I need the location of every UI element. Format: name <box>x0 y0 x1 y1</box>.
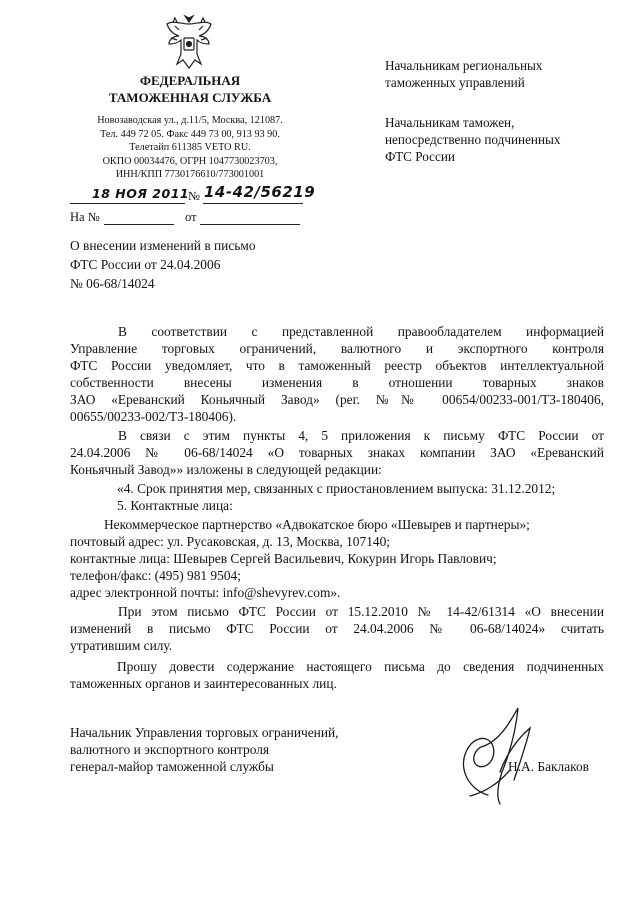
number-label: № <box>188 189 200 203</box>
contact-organization: Некоммерческое партнерство «Адвокатское бюро «Шевырев и партнеры»; <box>104 517 530 532</box>
body-line: утратившим силу. <box>70 638 173 653</box>
recipient-line: таможенных управлений <box>385 75 525 90</box>
body-line: В соответствии с представленной правообладателем информацией <box>118 324 604 339</box>
state-emblem-icon <box>163 14 215 72</box>
org-name-line1: ФЕДЕРАЛЬНАЯ <box>139 73 241 88</box>
body-line: ФТС России уведомляет, что в таможенный реестр объектов интеллектуальной <box>70 358 604 373</box>
body-line: Управление торговых ограничений, валютного и экспортного контроля <box>70 341 604 356</box>
amended-item-4: «4. Срок принятия мер, связанных с приостановлением выпуска: 31.12.2012; <box>117 481 556 496</box>
body-line: Прошу довести содержание настоящего письма до сведения подчиненных <box>117 659 604 674</box>
body-line: изменений в письмо ФТС России от 24.04.2006 № 06-68/14024» считать <box>70 621 604 636</box>
recipient-line: непосредственно подчиненных <box>385 132 561 147</box>
amended-item-5: 5. Контактные лица: <box>117 498 233 513</box>
from-underline <box>200 224 300 225</box>
letter-date: 18 НОЯ 2011 <box>92 186 190 201</box>
subject-line: ФТС России от 24.04.2006 <box>70 257 221 272</box>
letter-number: 14-42/56219 <box>204 183 316 201</box>
handwritten-signature <box>440 700 550 810</box>
org-teletype-line: Телетайп 611385 VETO RU. <box>129 142 251 153</box>
contact-address: почтовый адрес: ул. Русаковская, д. 13, Москва, 107140; <box>70 534 391 549</box>
signatory-title: валютного и экспортного контроля <box>70 742 270 757</box>
org-okpo-line: ОКПО 00034476, ОГРН 1047730023703, <box>102 155 278 167</box>
signatory-title: Начальник Управления торговых ограничений, <box>70 725 339 740</box>
recipient-line: Начальникам таможен, <box>385 115 515 130</box>
body-line: 24.04.2006 № 06-68/14024 «О товарных знаках компании ЗАО «Ереванский <box>70 445 604 460</box>
reference-underline <box>104 224 174 225</box>
signatory-rank: генерал-майор таможенной службы <box>70 759 274 774</box>
reference-label: На № <box>70 210 100 224</box>
body-line: При этом письмо ФТС России от 15.12.2010 № 14-42/61314 «О внесении <box>118 604 604 619</box>
recipient-line: ФТС России <box>385 149 455 164</box>
org-inn-line: ИНН/КПП 7730176610/773001001 <box>115 169 265 180</box>
body-line: ЗАО «Ереванский Коньячный Завод» (рег. №№ 00654/00233-001/ТЗ-180406, <box>70 392 604 407</box>
body-line: Коньячный Завод»» изложены в следующей редакции: <box>70 462 382 477</box>
body-line: В связи с этим пункты 4, 5 приложения к письму ФТС России от <box>118 428 604 443</box>
subject-line: № 06-68/14024 <box>70 276 155 291</box>
number-underline <box>203 203 303 204</box>
from-label: от <box>185 210 197 224</box>
contact-persons: контактные лица: Шевырев Сергей Васильевич, Кокурин Игорь Павлович; <box>70 551 497 566</box>
body-line: 00655/00233-002/ТЗ-180406). <box>70 409 237 424</box>
contact-phone: телефон/факс: (495) 981 9504; <box>70 568 241 583</box>
subject-line: О внесении изменений в письмо <box>70 238 256 253</box>
signatory-name: Н.А. Баклаков <box>508 759 589 774</box>
org-phone-line: Тел. 449 72 05. Факс 449 73 00, 913 93 90. <box>100 128 280 140</box>
org-address-line: Новозаводская ул., д.11/5, Москва, 121087. <box>97 115 283 126</box>
contact-email: адрес электронной почты: info@shevyrev.com». <box>70 585 341 600</box>
date-underline <box>70 203 185 204</box>
recipient-line: Начальникам региональных <box>385 58 543 73</box>
org-name-line2: ТАМОЖЕННАЯ СЛУЖБА <box>108 90 272 105</box>
body-line: собственности внесены изменения в отношении товарных знаков <box>70 375 604 390</box>
body-line: таможенных органов и заинтересованных лиц. <box>70 676 337 691</box>
